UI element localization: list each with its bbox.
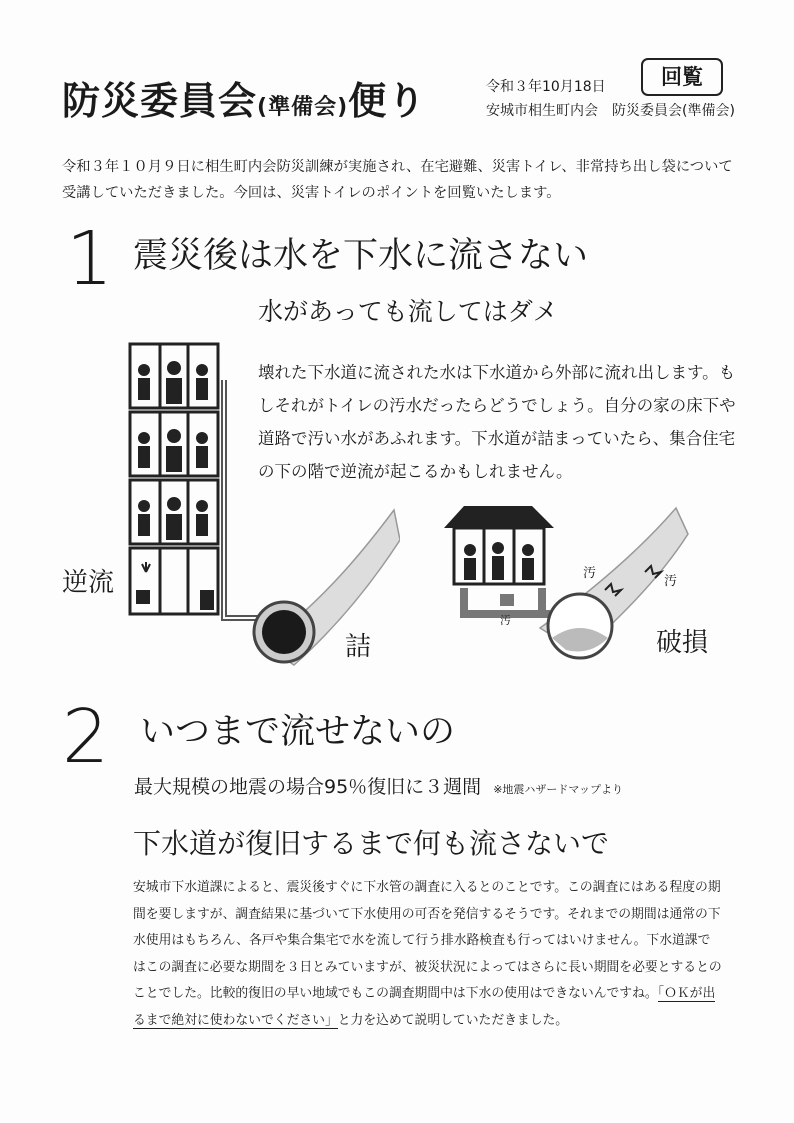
- section2-body: [133, 875, 723, 1034]
- broken-label: 破損: [656, 628, 709, 658]
- apartment-backflow-illustration: [124, 340, 400, 670]
- recovery-stat-text: 最大規模の地震の場合95％復旧に３週間: [134, 776, 482, 798]
- clog-label: 詰: [345, 632, 372, 662]
- title-end-text: 便り: [348, 79, 427, 123]
- section2-number: 2: [62, 694, 110, 780]
- kairan-badge: 回覧: [641, 58, 723, 96]
- section2-body-text: 安城市下水道課によると、震災後すぐに下水管の調査に入るとのことです。この調査にはある程度の期間を要しますが、調査結果に基づいて下水使用の可否を発信するそうです。それまでの期間は通常の下水使用はもちろん、各戸や集合集宅で水を流して行う排水路検査も行ってはいけません。下水道課ではこの調査に必要な期間を３日とみていますが、被災状況によってはさらに長い期間を必要とするとのことでした。比較的復旧の早い地域でもこの調査期間中は下水の使用はできないんですね。: [133, 880, 722, 1001]
- section1-subheading: 水があっても流してはダメ: [258, 297, 558, 326]
- title-small-text: (準備会): [257, 95, 349, 120]
- dirty-label-2: 汚: [664, 574, 678, 589]
- section2-heading: いつまで流せないの: [140, 712, 456, 752]
- backflow-label: 逆流: [62, 568, 115, 598]
- dirty-label-3: 汚: [500, 614, 511, 627]
- section1-body: 壊れた下水道に流された水は下水道から外部に流れ出します。もしそれがトイレの汚水だったらどうでしょう。自分の家の床下や道路で汚い水があふれます。下水道が詰まっていたら、集合住宅の下の階で逆流が起こるかもしれません。: [258, 363, 736, 481]
- hazard-map-note: ※地震ハザードマップより: [493, 783, 623, 796]
- dirty-label-1: 汚: [583, 566, 597, 581]
- title-main-text: 防災委員会: [62, 79, 258, 123]
- section2-body-end: と力を込めて説明していただきました。: [337, 1012, 569, 1028]
- section1-heading: 震災後は水を下水に流さない: [133, 236, 589, 276]
- section1-number: 1: [66, 216, 114, 302]
- recovery-stat: [134, 772, 623, 799]
- newsletter-title: [62, 70, 426, 125]
- section2-subheading: 下水道が復旧するまで何も流さないで: [133, 827, 610, 860]
- issue-date: 令和３年10月18日: [486, 79, 606, 95]
- section2-quote: 「ＯＫが出るまで絶対に使わないでください」: [133, 986, 716, 1028]
- organization: 安城市相生町内会 防災委員会(準備会): [486, 103, 735, 119]
- house-broken-pipe-illustration: [440, 498, 690, 668]
- intro-paragraph: 令和３年１０月９日に相生町内会防災訓練が実施され、在宅避難、災害トイレ、非常持ち出し袋について受講していただきました。今回は、災害トイレのポイントを回覧いたします。: [62, 159, 733, 201]
